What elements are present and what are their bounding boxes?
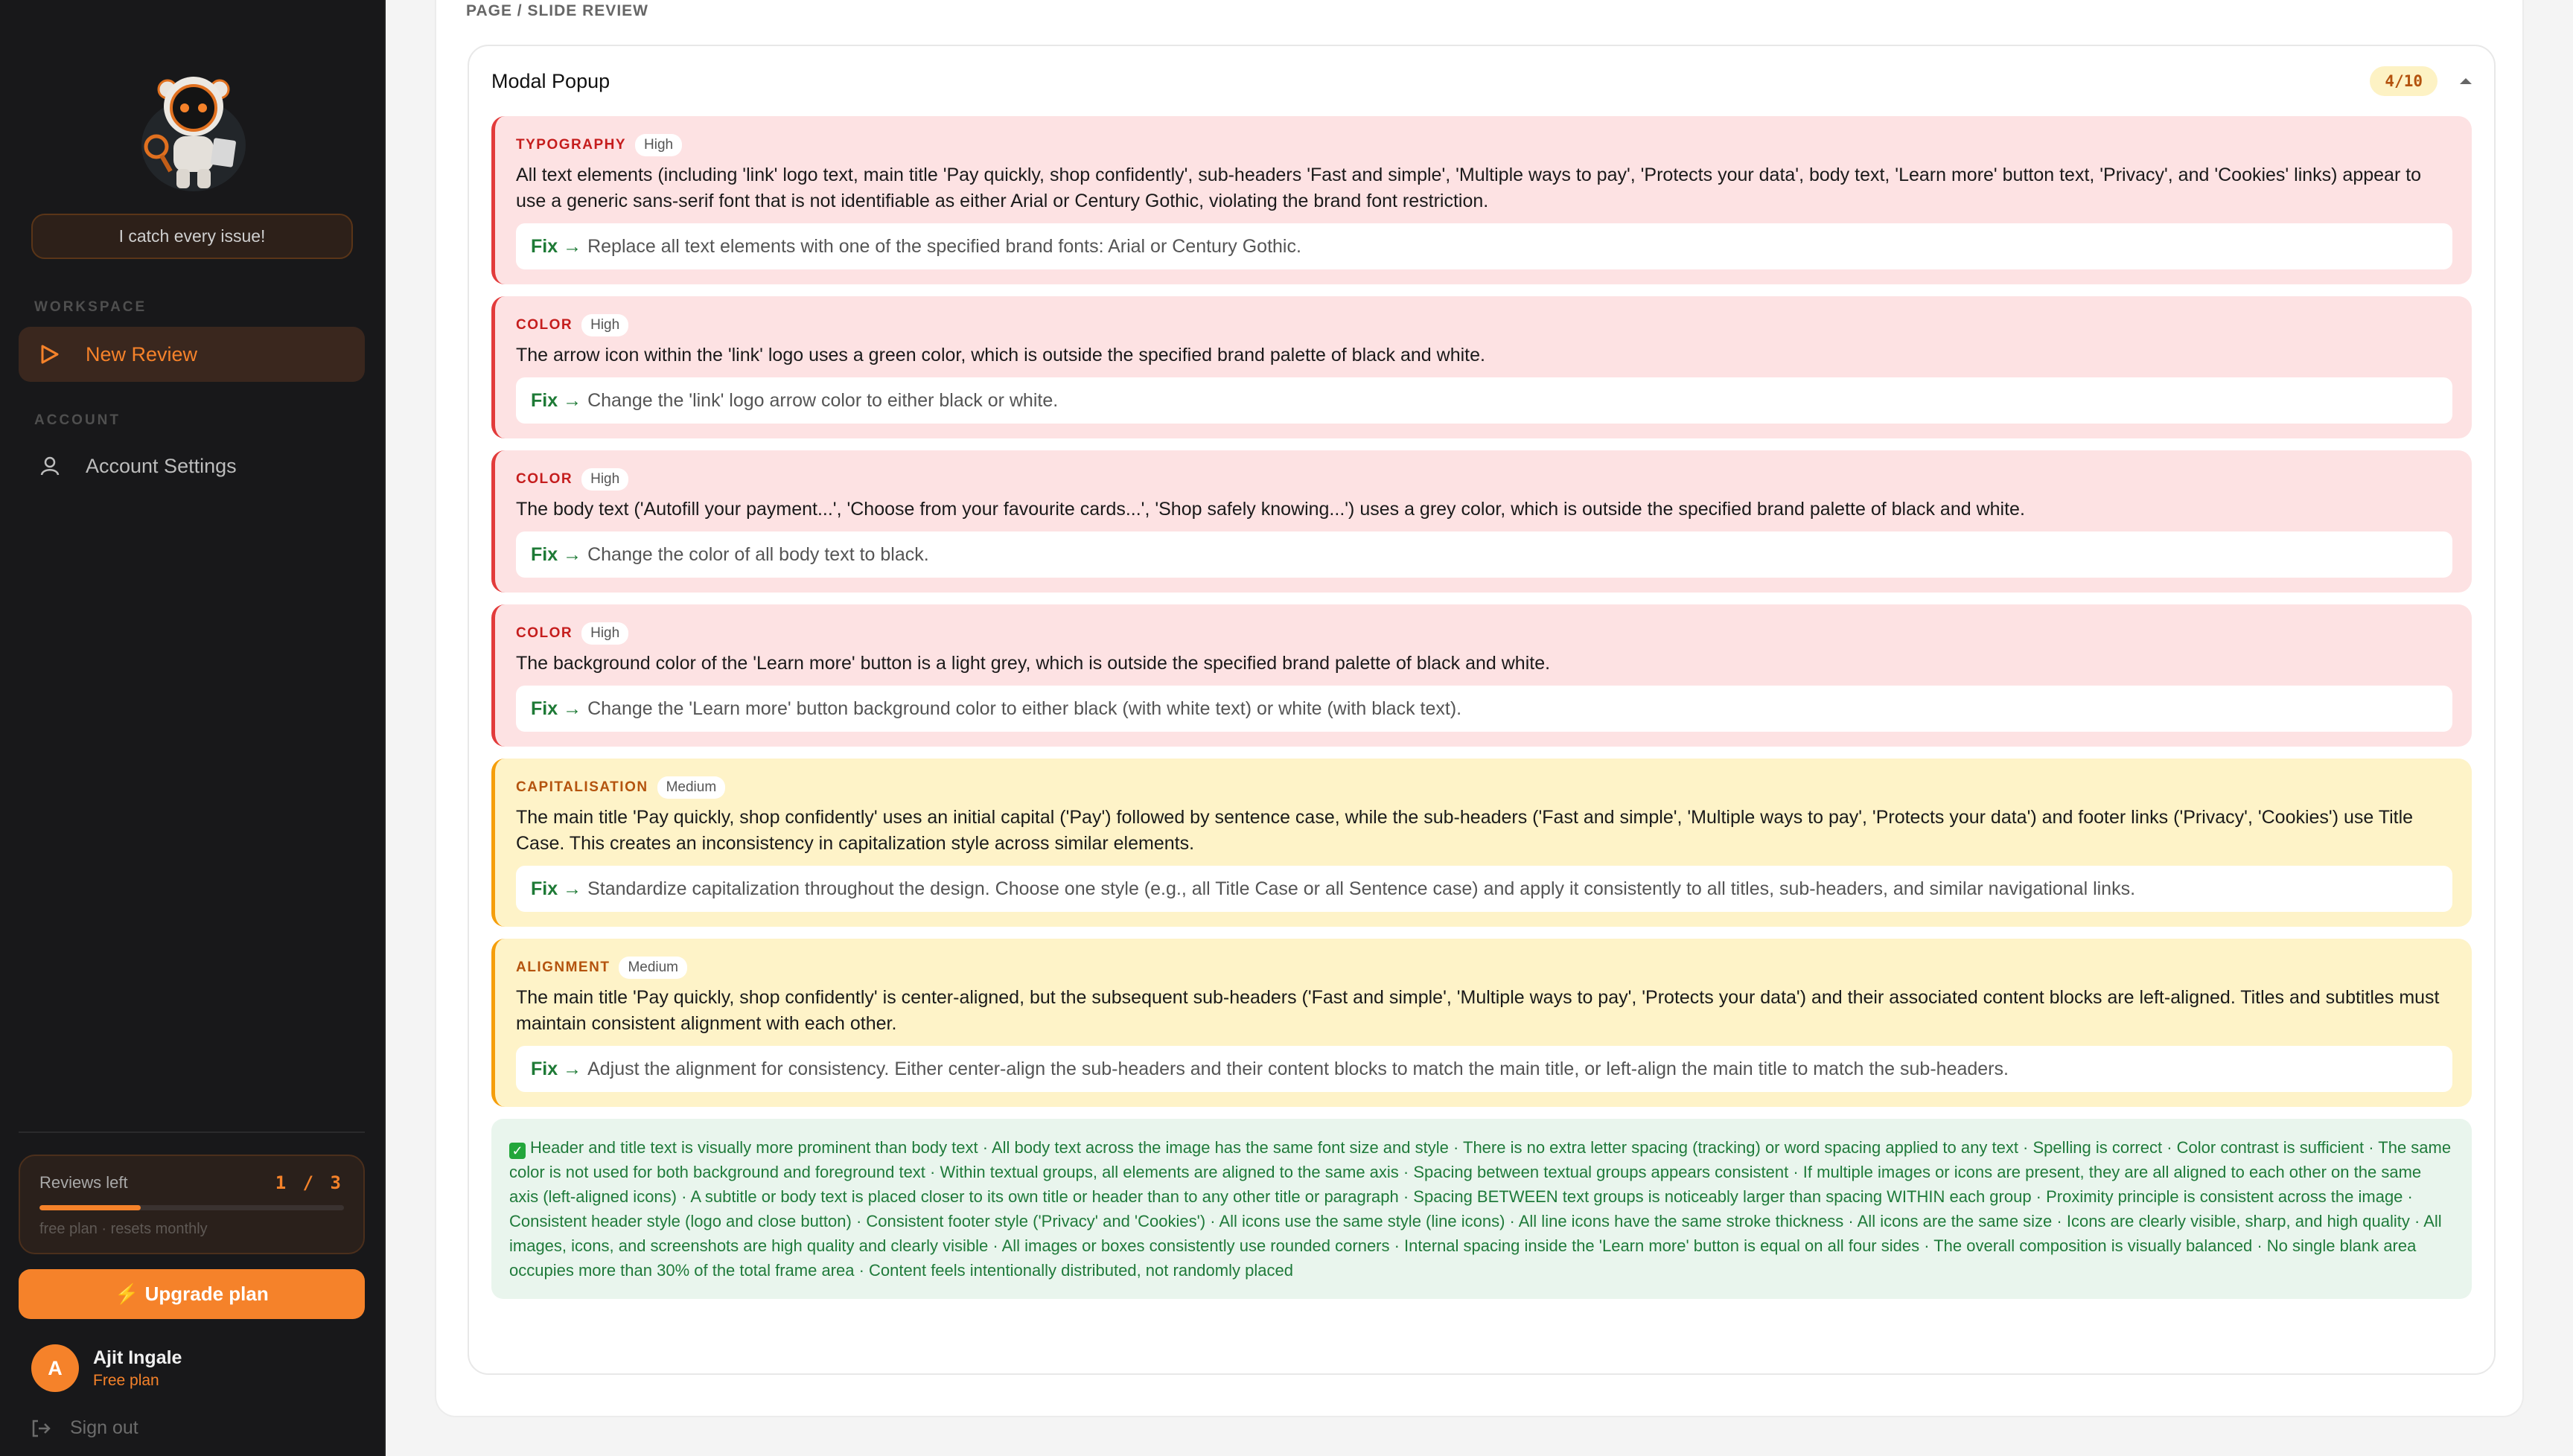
issue-description: The arrow icon within the 'link' logo uses a green color, which is outside the specified brand palette of black and white. <box>516 345 1485 365</box>
robot-mascot-icon <box>138 71 249 194</box>
user-plan: Free plan <box>93 1371 159 1389</box>
user-icon <box>35 451 65 481</box>
severity-badge: High <box>635 134 682 156</box>
severity-badge: High <box>581 468 628 491</box>
new-review-label: New Review <box>86 342 198 365</box>
issue-category: CAPITALISATION <box>516 779 648 795</box>
fix-label: Fix → <box>531 544 582 565</box>
issue-card <box>491 450 2472 593</box>
fix-text: Change the color of all body text to black. <box>587 544 929 565</box>
score-badge: 4/10 <box>2370 66 2438 96</box>
panel-header[interactable] <box>491 46 2472 116</box>
sign-out-icon <box>31 1419 51 1438</box>
panel-title: Modal Popup <box>491 69 610 92</box>
fix-label: Fix → <box>531 1059 582 1079</box>
upgrade-plan-button[interactable] <box>19 1269 365 1319</box>
issue-fix <box>516 1046 2452 1092</box>
reviews-left-label: Reviews left <box>39 1173 128 1192</box>
reviews-left-count: 1 / 3 <box>275 1172 344 1193</box>
sidebar-item-account-settings[interactable] <box>19 438 365 494</box>
fix-label: Fix → <box>531 236 582 257</box>
sign-out-button[interactable] <box>31 1417 138 1439</box>
issue-category: COLOR <box>516 317 573 333</box>
fix-text: Standardize capitalization throughout the design. Choose one style (e.g., all Title Case or all Sentence case) and apply it consistently to all titles, sub-headers, and similar navigational links. <box>587 878 2136 899</box>
review-panel <box>468 45 2496 1375</box>
upgrade-plan-label: Upgrade plan <box>144 1283 269 1305</box>
fix-text: Replace all text elements with one of the specified brand fonts: Arial or Century Gothic. <box>587 236 1301 257</box>
issues-list <box>491 116 2472 1107</box>
reviews-progress-bar <box>39 1205 344 1210</box>
issue-card <box>491 604 2472 747</box>
issue-description: The main title 'Pay quickly, shop confidently' is center-aligned, but the subsequent sub-headers ('Fast and simple', 'Multiple ways to pay', 'Protects your data') and their associated content blocks are left-aligned. Titles and subtitles must maintain consistent alignment with each other. <box>516 987 2440 1034</box>
fix-text: Adjust the alignment for consistency. Either center-align the sub-headers and their content blocks to match the main title, or left-align the main title to match the sub-headers. <box>587 1059 2009 1079</box>
severity-badge: Medium <box>657 776 726 799</box>
issue-category: TYPOGRAPHY <box>516 137 627 153</box>
issue-fix <box>516 866 2452 912</box>
fix-label: Fix → <box>531 390 582 411</box>
issue-description: The background color of the 'Learn more' button is a light grey, which is outside the specified brand palette of black and white. <box>516 653 1551 674</box>
account-section-label: ACCOUNT <box>34 412 121 428</box>
sidebar-item-new-review[interactable] <box>19 327 365 382</box>
issue-description: The main title 'Pay quickly, shop confidently' uses an initial capital ('Pay') followed by sentence case, while the sub-headers ('Fast and simple', 'Multiple ways to pay', 'Protects your data') and footer links ('Privacy', 'Cookies') use Title Case. This creates an inconsistency in capitalization style across similar elements. <box>516 807 2414 854</box>
user-name: Ajit Ingale <box>93 1347 182 1368</box>
issue-card <box>491 759 2472 927</box>
issue-category: COLOR <box>516 471 573 487</box>
page-label: PAGE / SLIDE REVIEW <box>466 2 648 19</box>
fix-text: Change the 'Learn more' button background color to either black (with white text) or white (with black text). <box>587 698 1462 719</box>
issue-category: ALIGNMENT <box>516 960 610 975</box>
issue-card <box>491 116 2472 284</box>
fix-text: Change the 'link' logo arrow color to either black or white. <box>587 390 1059 411</box>
avatar: A <box>31 1344 79 1392</box>
severity-badge: High <box>581 622 628 645</box>
fix-label: Fix → <box>531 878 582 899</box>
play-icon <box>35 339 65 369</box>
sidebar <box>0 0 386 1456</box>
sign-out-label: Sign out <box>70 1417 138 1438</box>
issue-fix <box>516 686 2452 732</box>
issue-card <box>491 939 2472 1107</box>
user-profile[interactable] <box>31 1344 182 1392</box>
passed-checks-text: Header and title text is visually more prominent than body text · All body text across the image has the same font size and style · There is no extra letter spacing (tracking) or word spacing applied to any text · Spelling is correct · Color contrast is sufficient · The same color is not used for both background and foreground text · Within textual groups, all elements are aligned to the same axis · Spacing between textual groups appears consistent · If multiple images or icons are present, they are all aligned to each other on the same axis (left-aligned icons) · A subtitle or body text is placed closer to its own title or header than to any other title or paragraph · Spacing BETWEEN text groups is noticeably larger than spacing WITHIN each group · Proximity principle is consistent across the image · Consistent header style (logo and close button) · Consistent footer style ('Privacy' and 'Cookies') · All icons use the same style (line icons) · All line icons have the same stroke thickness · All icons are the same size · Icons are clearly visible, sharp, and high quality · All images, icons, and screenshots are high quality and clearly visible · All images or boxes consistently use rounded corners · Internal spacing inside the 'Learn more' button is equal on all four sides · The overall composition is visually balanced · No single blank area occupies more than 30% of the total frame area · Content feels intentionally distributed, not randomly placed <box>509 1138 2452 1280</box>
issue-card <box>491 296 2472 438</box>
account-settings-label: Account Settings <box>86 454 237 477</box>
reviews-plan-note: free plan · resets monthly <box>39 1221 208 1237</box>
reviews-left-card <box>19 1155 365 1254</box>
reviews-progress-fill <box>39 1205 141 1210</box>
check-icon: ✓ <box>509 1143 526 1159</box>
issue-description: All text elements (including 'link' logo text, main title 'Pay quickly, shop confidently', sub-headers 'Fast and simple', 'Multiple ways to pay', 'Protects your data', body text, 'Learn more' button text, 'Privacy', and 'Cookies' links) appear to use a generic sans-serif font that is not identifiable as either Arial or Century Gothic, violating the brand font restriction. <box>516 165 2422 211</box>
issue-description: The body text ('Autofill your payment...', 'Choose from your favourite cards...', 'Shop safely knowing...') uses a grey color, which is outside the specified brand palette of black and white. <box>516 499 2025 520</box>
tagline: I catch every issue! <box>31 214 353 259</box>
issue-fix <box>516 377 2452 424</box>
main-content <box>435 0 2524 1417</box>
fix-label: Fix → <box>531 698 582 719</box>
collapse-caret-icon[interactable] <box>2460 78 2472 84</box>
lightning-icon: ⚡ <box>115 1283 139 1305</box>
issue-fix <box>516 223 2452 269</box>
severity-badge: High <box>581 314 628 336</box>
severity-badge: Medium <box>619 957 687 979</box>
passed-checks <box>491 1119 2472 1299</box>
issue-fix <box>516 531 2452 578</box>
issue-category: COLOR <box>516 625 573 641</box>
workspace-section-label: WORKSPACE <box>34 299 147 315</box>
sidebar-divider <box>19 1131 365 1133</box>
